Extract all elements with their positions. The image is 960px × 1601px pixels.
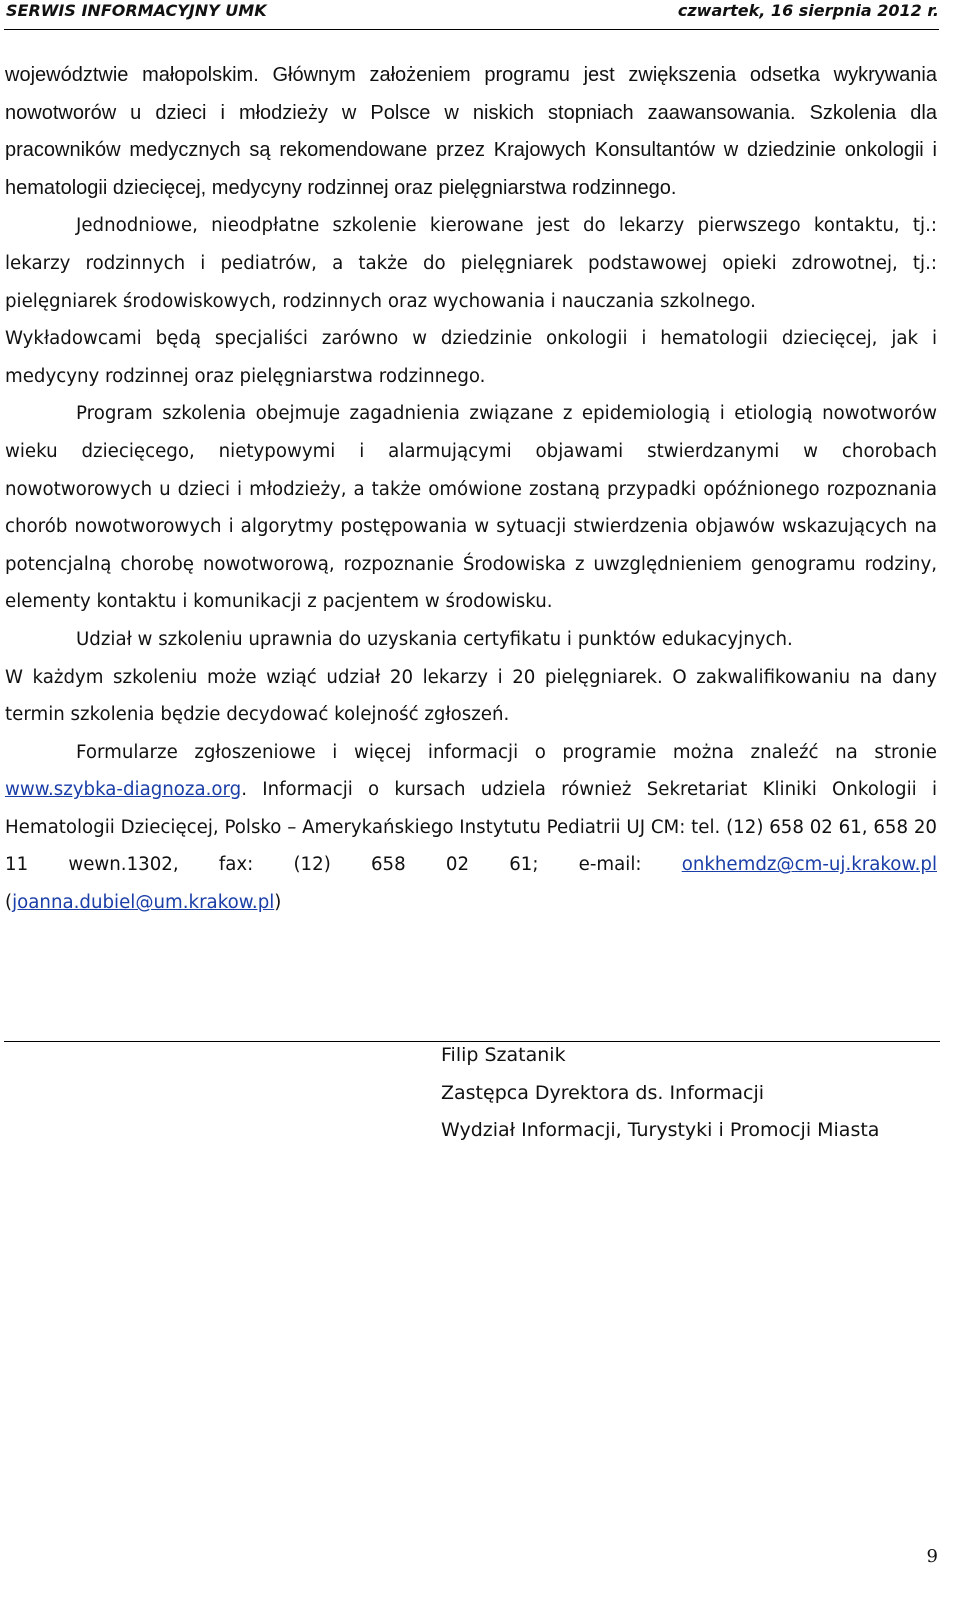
signature-name: Filip Szatanik <box>441 1044 566 1066</box>
paragraph-program-goal: województwie małopolskim. Głównym założeniem programu jest zwiększenia odsetka wykrywania nowotworów u dzieci i młodzieży w Polsce w niskich stopniach zaawansowania. Szkolenia dla pracowników medycznych są rekomendowane przez Krajowych Konsultantów w dziedzinie onkologii i hematologii dziecięcej, medycyny rodzinnej oraz pielęgniarstwa rodzinnego. <box>5 64 937 199</box>
contact-text-start: Formularze zgłoszeniowe i więcej informacji o programie można znaleźć na stronie <box>76 741 937 763</box>
page-header <box>4 0 939 30</box>
paren-close: ) <box>274 892 282 914</box>
paragraph-certificate: Udział w szkoleniu uprawnia do uzyskania certyfikatu i punktów edukacyjnych. <box>76 628 793 650</box>
email-link-dubiel[interactable]: joanna.dubiel@um.krakow.pl <box>12 892 275 914</box>
paragraph-program-content: Program szkolenia obejmuje zagadnienia związane z epidemiologią i etiologią nowotworów wieku dziecięcego, nietypowymi i alarmującymi objawami stwierdzanymi w chorobach nowotworowych u dzieci i młodzieży, a także omówione zostaną przypadki opóźnionego rozpoznania chorób nowotworowych i algorytmy postępowania w sytuacji stwierdzenia objawów wskazujących na potencjalną chorobę nowotworową, rozpoznanie Środowiska z uwzględnieniem genogramu rodziny, elementy kontaktu i komunikacji z pacjentem w środowisku. <box>5 403 937 613</box>
paragraph-contact <box>5 734 937 922</box>
email-link-clinic[interactable]: onkhemdz@cm-uj.krakow.pl <box>681 854 937 876</box>
paragraph-lecturers: Wykładowcami będą specjaliści zarówno w dziedzinie onkologii i hematologii dziecięcej, jak i medycyny rodzinnej oraz pielęgniarstwa rodzinnego. <box>5 328 937 387</box>
signature-block <box>441 1037 879 1150</box>
header-date: czwartek, 16 sierpnia 2012 r. <box>677 1 939 20</box>
header-publication-title: SERWIS INFORMACYJNY UMK <box>6 1 267 20</box>
website-link[interactable]: www.szybka-diagnoza.org <box>5 779 242 801</box>
article-body <box>5 57 937 922</box>
paren-open: ( <box>5 892 13 914</box>
paragraph-target-audience: Jednodniowe, nieodpłatne szkolenie kierowane jest do lekarzy pierwszego kontaktu, tj.: lekarzy rodzinnych i pediatrów, a także do pielęgniarek podstawowej opieki zdrowotnej, tj.: pielęgniarek środowiskowych, rodzinnych oraz wychowania i nauczania szkolnego. <box>5 215 937 312</box>
page-number: 9 <box>926 1546 938 1567</box>
signature-department: Wydział Informacji, Turystyki i Promocji Miasta <box>441 1119 880 1141</box>
signature-role: Zastępca Dyrektora ds. Informacji <box>441 1081 765 1104</box>
paragraph-participants: W każdym szkoleniu może wziąć udział 20 lekarzy i 20 pielęgniarek. O zakwalifikowaniu na dany termin szkolenia będzie decydować kolejność zgłoszeń. <box>5 666 937 726</box>
contact-text-middle: . Informacji o kursach udziela również Sekretariat Kliniki Onkologii i Hematologii Dziecięcej, Polsko – Amerykańskiego Instytutu Pediatrii UJ CM: tel. (12) 658 02 61, 658 20 11 wewn.1302, fax: (12) 658 02 61; e-mail: <box>5 779 937 876</box>
